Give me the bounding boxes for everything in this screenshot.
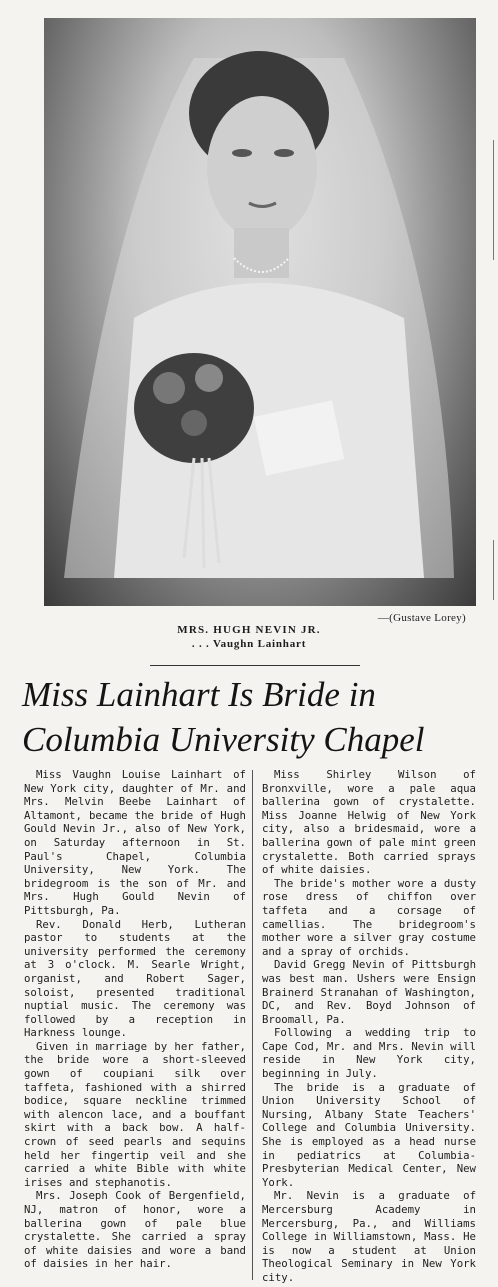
paragraph: David Gregg Nevin of Pittsburgh was best man. Ushers were Ensign Brainerd Stranahan of Washington, DC, and Rev. Boyd Johnson of Broomall, Pa.: [262, 958, 476, 1026]
article-column-right: [262, 768, 476, 1285]
flower-3: [181, 410, 207, 436]
scan-edge-mark: [493, 540, 494, 600]
paragraph: Miss Vaughn Louise Lainhart of New York city, daughter of Mr. and Mrs. Melvin Beebe Lainhart of Altamont, became the bride of Hugh Gould Nevin Jr., also of New York, on Saturday afternoon in St. Paul's Chapel, Columbia University, New York. The bridegroom is the son of Mr. and Mrs. Hugh Gould Nevin of Pittsburgh, Pa.: [24, 768, 246, 917]
face-shape: [207, 96, 317, 240]
headline-line-2: Columbia University Chapel: [22, 720, 425, 759]
paragraph: Rev. Donald Herb, Lutheran pastor to students at the university performed the ceremony at 3 o'clock. M. Searle Wright, organist, and Robert Sager, soloist, presented traditional nuptial music. The ceremony was followed by a reception in Harkness lounge.: [24, 917, 246, 1040]
scan-edge-mark: [493, 140, 494, 260]
paragraph: The bride is a graduate of Union University School of Nursing, Albany State Teachers' College and Columbia University. She is employed as a head nurse in pediatrics at Columbia-Presbyterian Medical Center, New York.: [262, 1080, 476, 1189]
bride-photo-illustration: [44, 18, 476, 606]
paragraph: The bride's mother wore a dusty rose dress of chiffon over taffeta and a corsage of camellias. The bridegroom's mother wore a silver gray costume and a spray of orchids.: [262, 876, 476, 958]
caption-maiden-name: . . . Vaughn Lainhart: [191, 638, 307, 650]
caption-name: MRS. HUGH NEVIN JR.: [177, 624, 321, 636]
column-divider: [252, 770, 253, 1280]
article-column-left: [24, 768, 246, 1271]
paragraph: Given in marriage by her father, the bride wore a short-sleeved gown of coupiani silk over taffeta, fashioned with a shirred bodice, square neckline trimmed with alencon lace, and a bouffant skirt with a back bow. A half-crown of seed pearls and sequins held her fingertip veil and she carried a white Bible with white irises and stephanotis.: [24, 1039, 246, 1189]
flower-2: [195, 364, 223, 392]
paragraph: Mr. Nevin is a graduate of Mercersburg Academy in Mercersburg, Pa., and Williams College in Williamstown, Mass. He is now a student at Union Theological Seminary in New York city.: [262, 1189, 476, 1284]
paragraph: Following a wedding trip to Cape Cod, Mr. and Mrs. Nevin will reside in New York city, beginning in July.: [262, 1026, 476, 1081]
eye-left: [232, 149, 252, 157]
headline-line-1: Miss Lainhart Is Bride in: [22, 675, 376, 714]
flower-1: [153, 372, 185, 404]
bouquet-shape: [134, 353, 254, 463]
photo-credit: —(Gustave Lorey): [377, 612, 466, 624]
caption-rule: [150, 665, 360, 666]
paragraph: Mrs. Joseph Cook of Bergenfield, NJ, matron of honor, wore a ballerina gown of pale blue crystalette. She carried a spray of white daisies and wore a band of daisies in her hair.: [24, 1189, 246, 1271]
bride-photo: [44, 18, 476, 606]
headline: [22, 672, 482, 762]
eye-right: [274, 149, 294, 157]
paragraph: Miss Shirley Wilson of Bronxville, wore a pale aqua ballerina gown of crystalette. Miss Joanne Helwig of New York city, also a bridesmaid, wore a ballerina gown of pale mint green crystalette. Both carried sprays of white daisies.: [262, 768, 476, 877]
neck-shape: [234, 228, 289, 278]
